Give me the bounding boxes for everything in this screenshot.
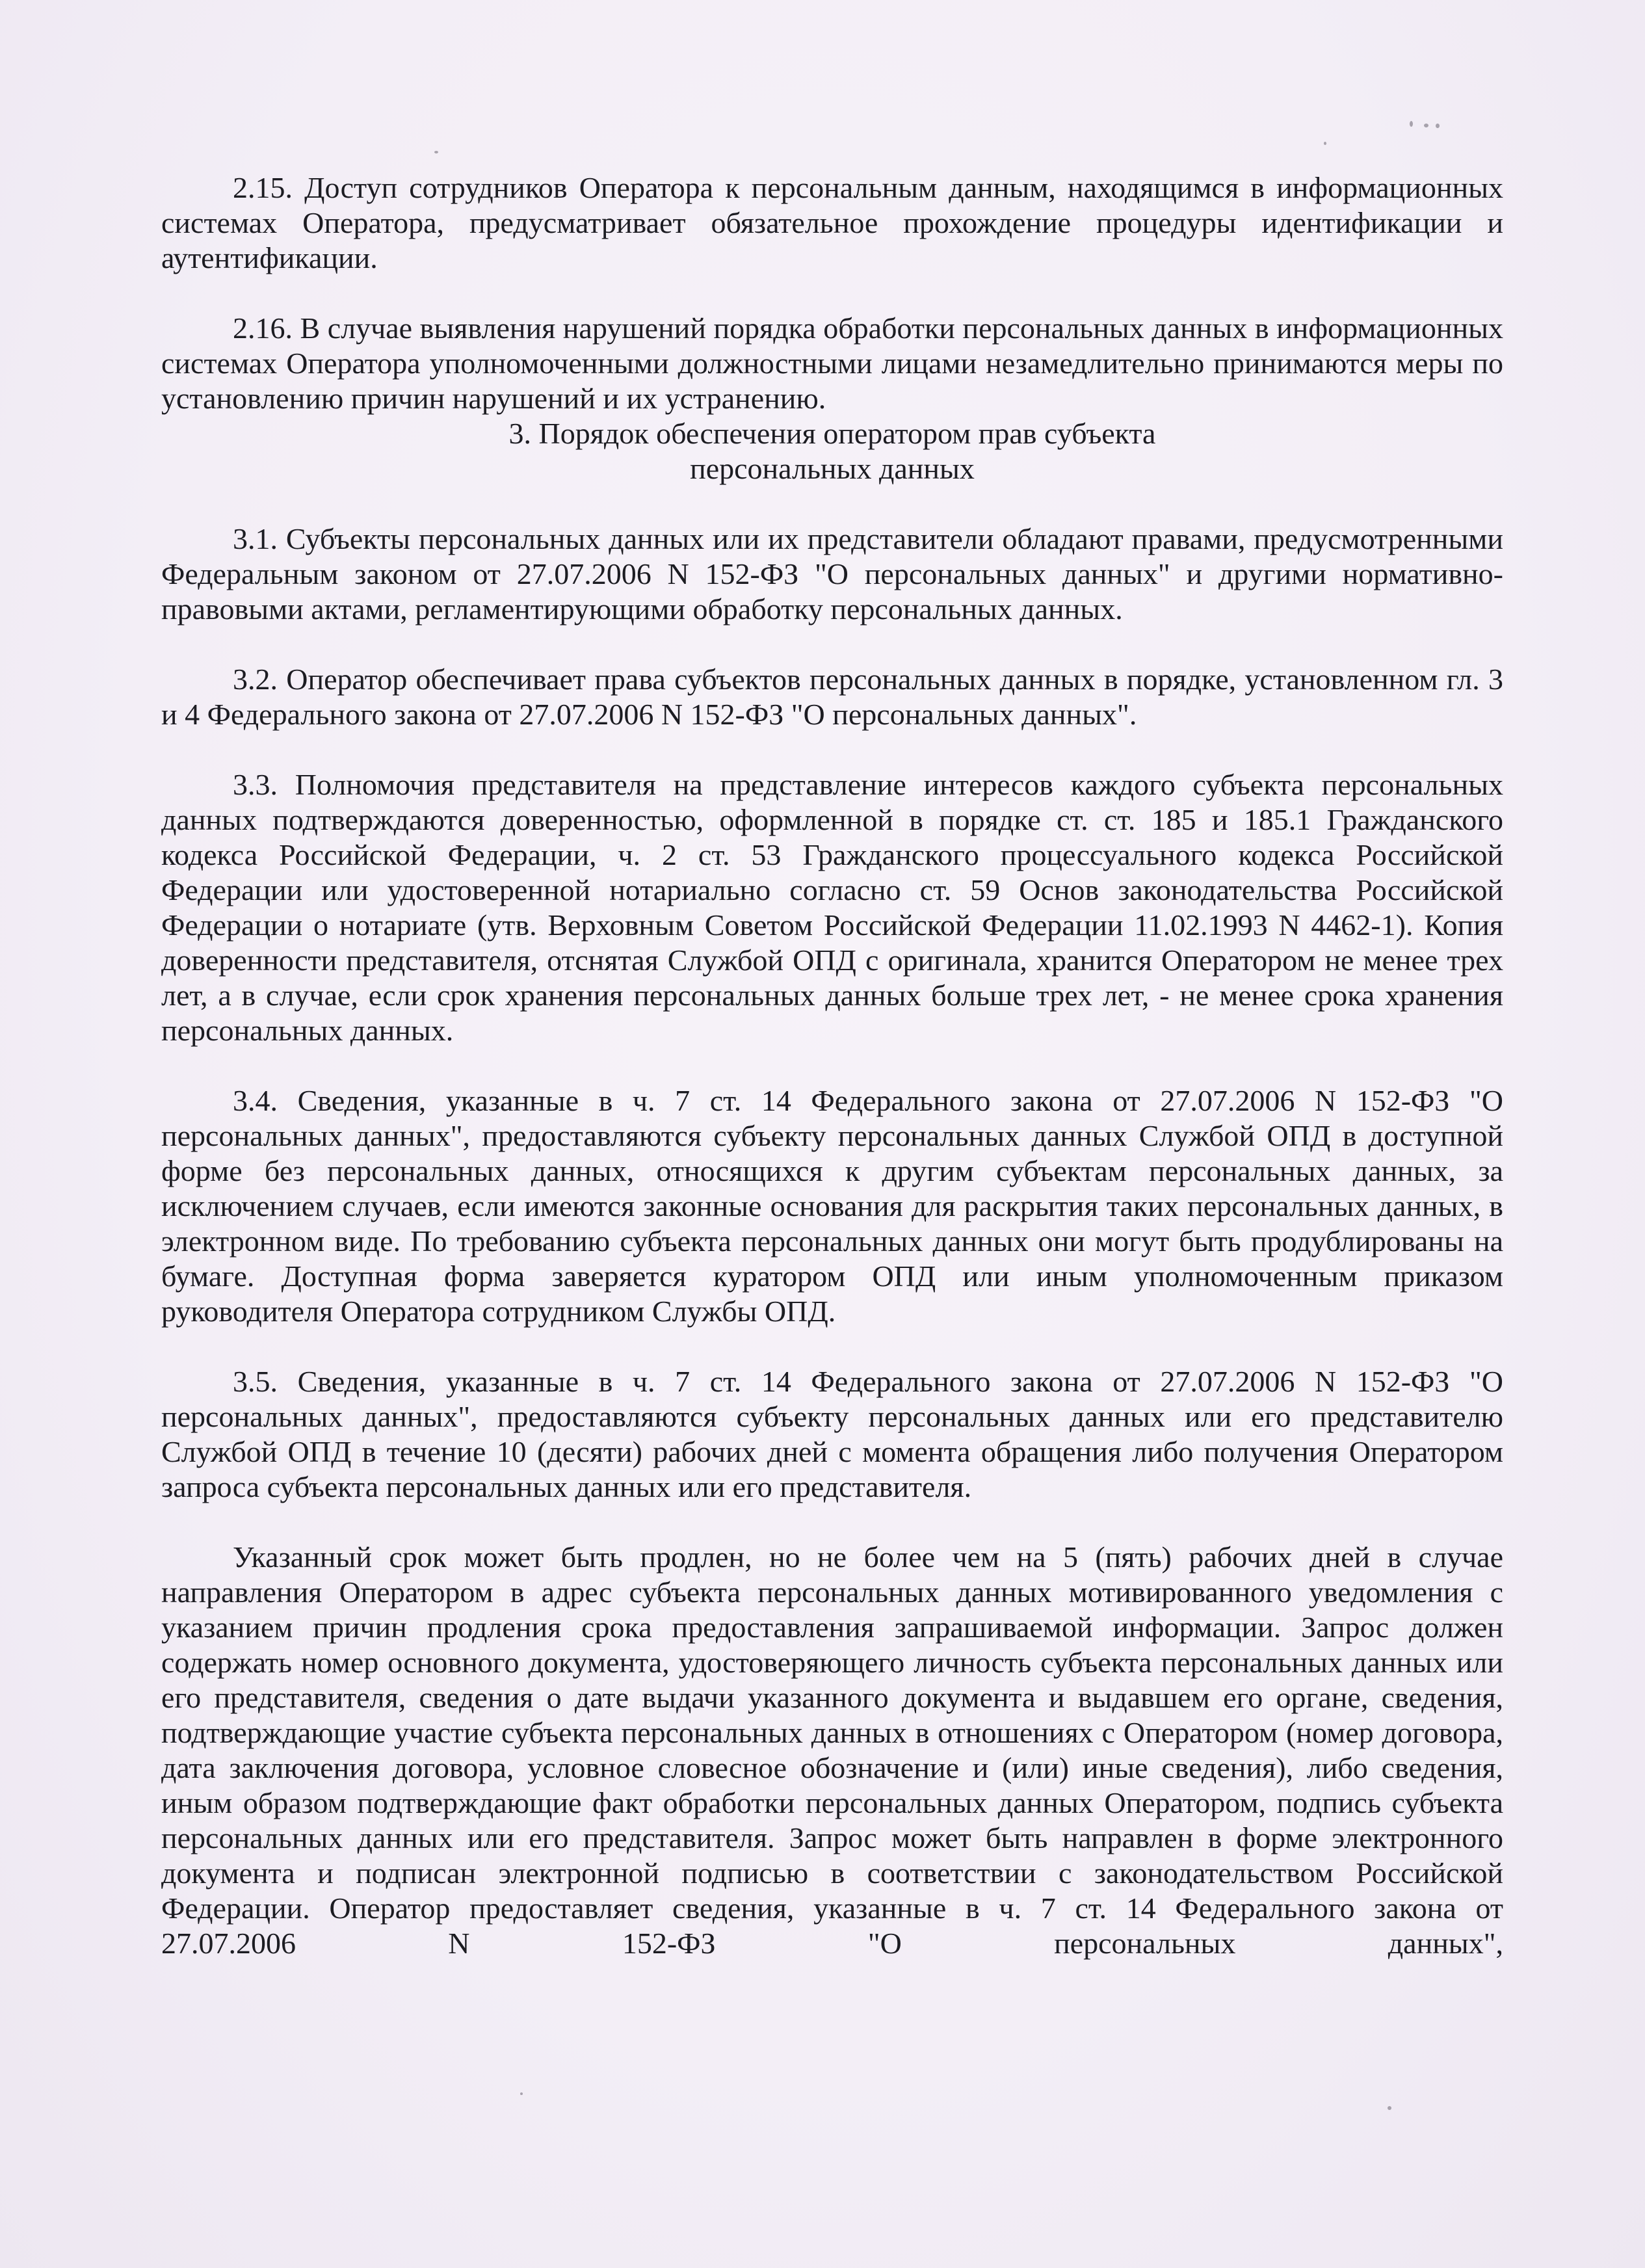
paragraph-2-16: 2.16. В случае выявления нарушений порядка обработки персональных данных в информационных системах Оператора уполномоченными должностными лицами незамедлительно принимаются меры по установлению причин нарушений и их устранению. [161, 311, 1503, 415]
scan-speck [1324, 142, 1326, 145]
section-3-heading-line-1: 3. Порядок обеспечения оператором прав субъекта [508, 417, 1156, 450]
section-3-heading [161, 416, 1503, 486]
paragraph-2-15: 2.15. Доступ сотрудников Оператора к персональным данным, находящимся в информационных системах Оператора, предусматривает обязательное прохождение процедуры идентификации и аутентификации. [161, 171, 1503, 274]
scan-speck [1436, 124, 1440, 128]
document-body [161, 170, 1503, 1961]
scan-speck [434, 151, 438, 153]
scan-speck [1424, 124, 1428, 127]
scan-speck [1388, 2106, 1391, 2110]
paragraph-3-4: 3.4. Сведения, указанные в ч. 7 ст. 14 Федерального закона от 27.07.2006 N 152-ФЗ "О персональных данных", предоставляются субъекту персональных данных Службой ОПД в доступной форме без персональных данных, относящихся к другим субъектам персональных данных, за исключением случаев, если имеются законные основания для раскрытия таких персональных данных, в электронном виде. По требованию субъекта персональных данных они могут быть продублированы на бумаге. Доступная форма заверяется куратором ОПД или иным уполномоченным приказом руководителя Оператора сотрудником Службы ОПД. [161, 1084, 1503, 1328]
paragraph-3-5: 3.5. Сведения, указанные в ч. 7 ст. 14 Федерального закона от 27.07.2006 N 152-ФЗ "О персональных данных", предоставляются субъекту персональных данных или его представителю Службой ОПД в течение 10 (десяти) рабочих дней с момента обращения либо получения Оператором запроса субъекта персональных данных или его представителя. [161, 1365, 1503, 1503]
paragraph-3-5-continued: Указанный срок может быть продлен, но не более чем на 5 (пять) рабочих дней в случае направления Оператором в адрес субъекта персональных данных мотивированного уведомления с указанием причин продления срока предоставления запрашиваемой информации. Запрос должен содержать номер основного документа, удостоверяющего личность субъекта персональных данных или его представителя, сведения о дате выдачи указанного документа и выдавшем его органе, сведения, подтверждающие участие субъекта персональных данных в отношениях с Оператором (номер договора, дата заключения договора, условное словесное обозначение и (или) иные сведения), либо сведения, иным образом подтверждающие факт обработки персональных данных Оператором, подпись субъекта персональных данных или его представителя. Запрос может быть направлен в форме электронного документа и подписан электронной подписью в соответствии с законодательством Российской Федерации. Оператор предоставляет сведения, указанные в ч. 7 ст. 14 Федерального закона от 27.07.2006 N 152-ФЗ "О персональных данных", [161, 1540, 1503, 1960]
paragraph-3-1: 3.1. Субъекты персональных данных или их представители обладают правами, предусмотренными Федеральным законом от 27.07.2006 N 152-ФЗ "О персональных данных" и другими нормативно-правовыми актами, регламентирующими обработку персональных данных. [161, 522, 1503, 626]
paragraph-3-2: 3.2. Оператор обеспечивает права субъектов персональных данных в порядке, установленном гл. 3 и 4 Федерального закона от 27.07.2006 N 152-ФЗ "О персональных данных". [161, 663, 1503, 731]
scan-speck [1410, 121, 1413, 127]
scan-speck [520, 2092, 523, 2095]
paragraph-3-3: 3.3. Полномочия представителя на представление интересов каждого субъекта персональных данных подтверждаются доверенностью, оформленной в порядке ст. ст. 185 и 185.1 Гражданского кодекса Российской Федерации, ч. 2 ст. 53 Гражданского процессуального кодекса Российской Федерации или удостоверенной нотариально согласно ст. 59 Основ законодательства Российской Федерации о нотариате (утв. Верховным Советом Российской Федерации 11.02.1993 N 4462-1). Копия доверенности представителя, отснятая Службой ОПД с оригинала, хранится Оператором не менее трех лет, а в случае, если срок хранения персональных данных больше трех лет, - не менее срока хранения персональных данных. [161, 768, 1503, 1047]
section-3-heading-line-2: персональных данных [690, 452, 975, 485]
